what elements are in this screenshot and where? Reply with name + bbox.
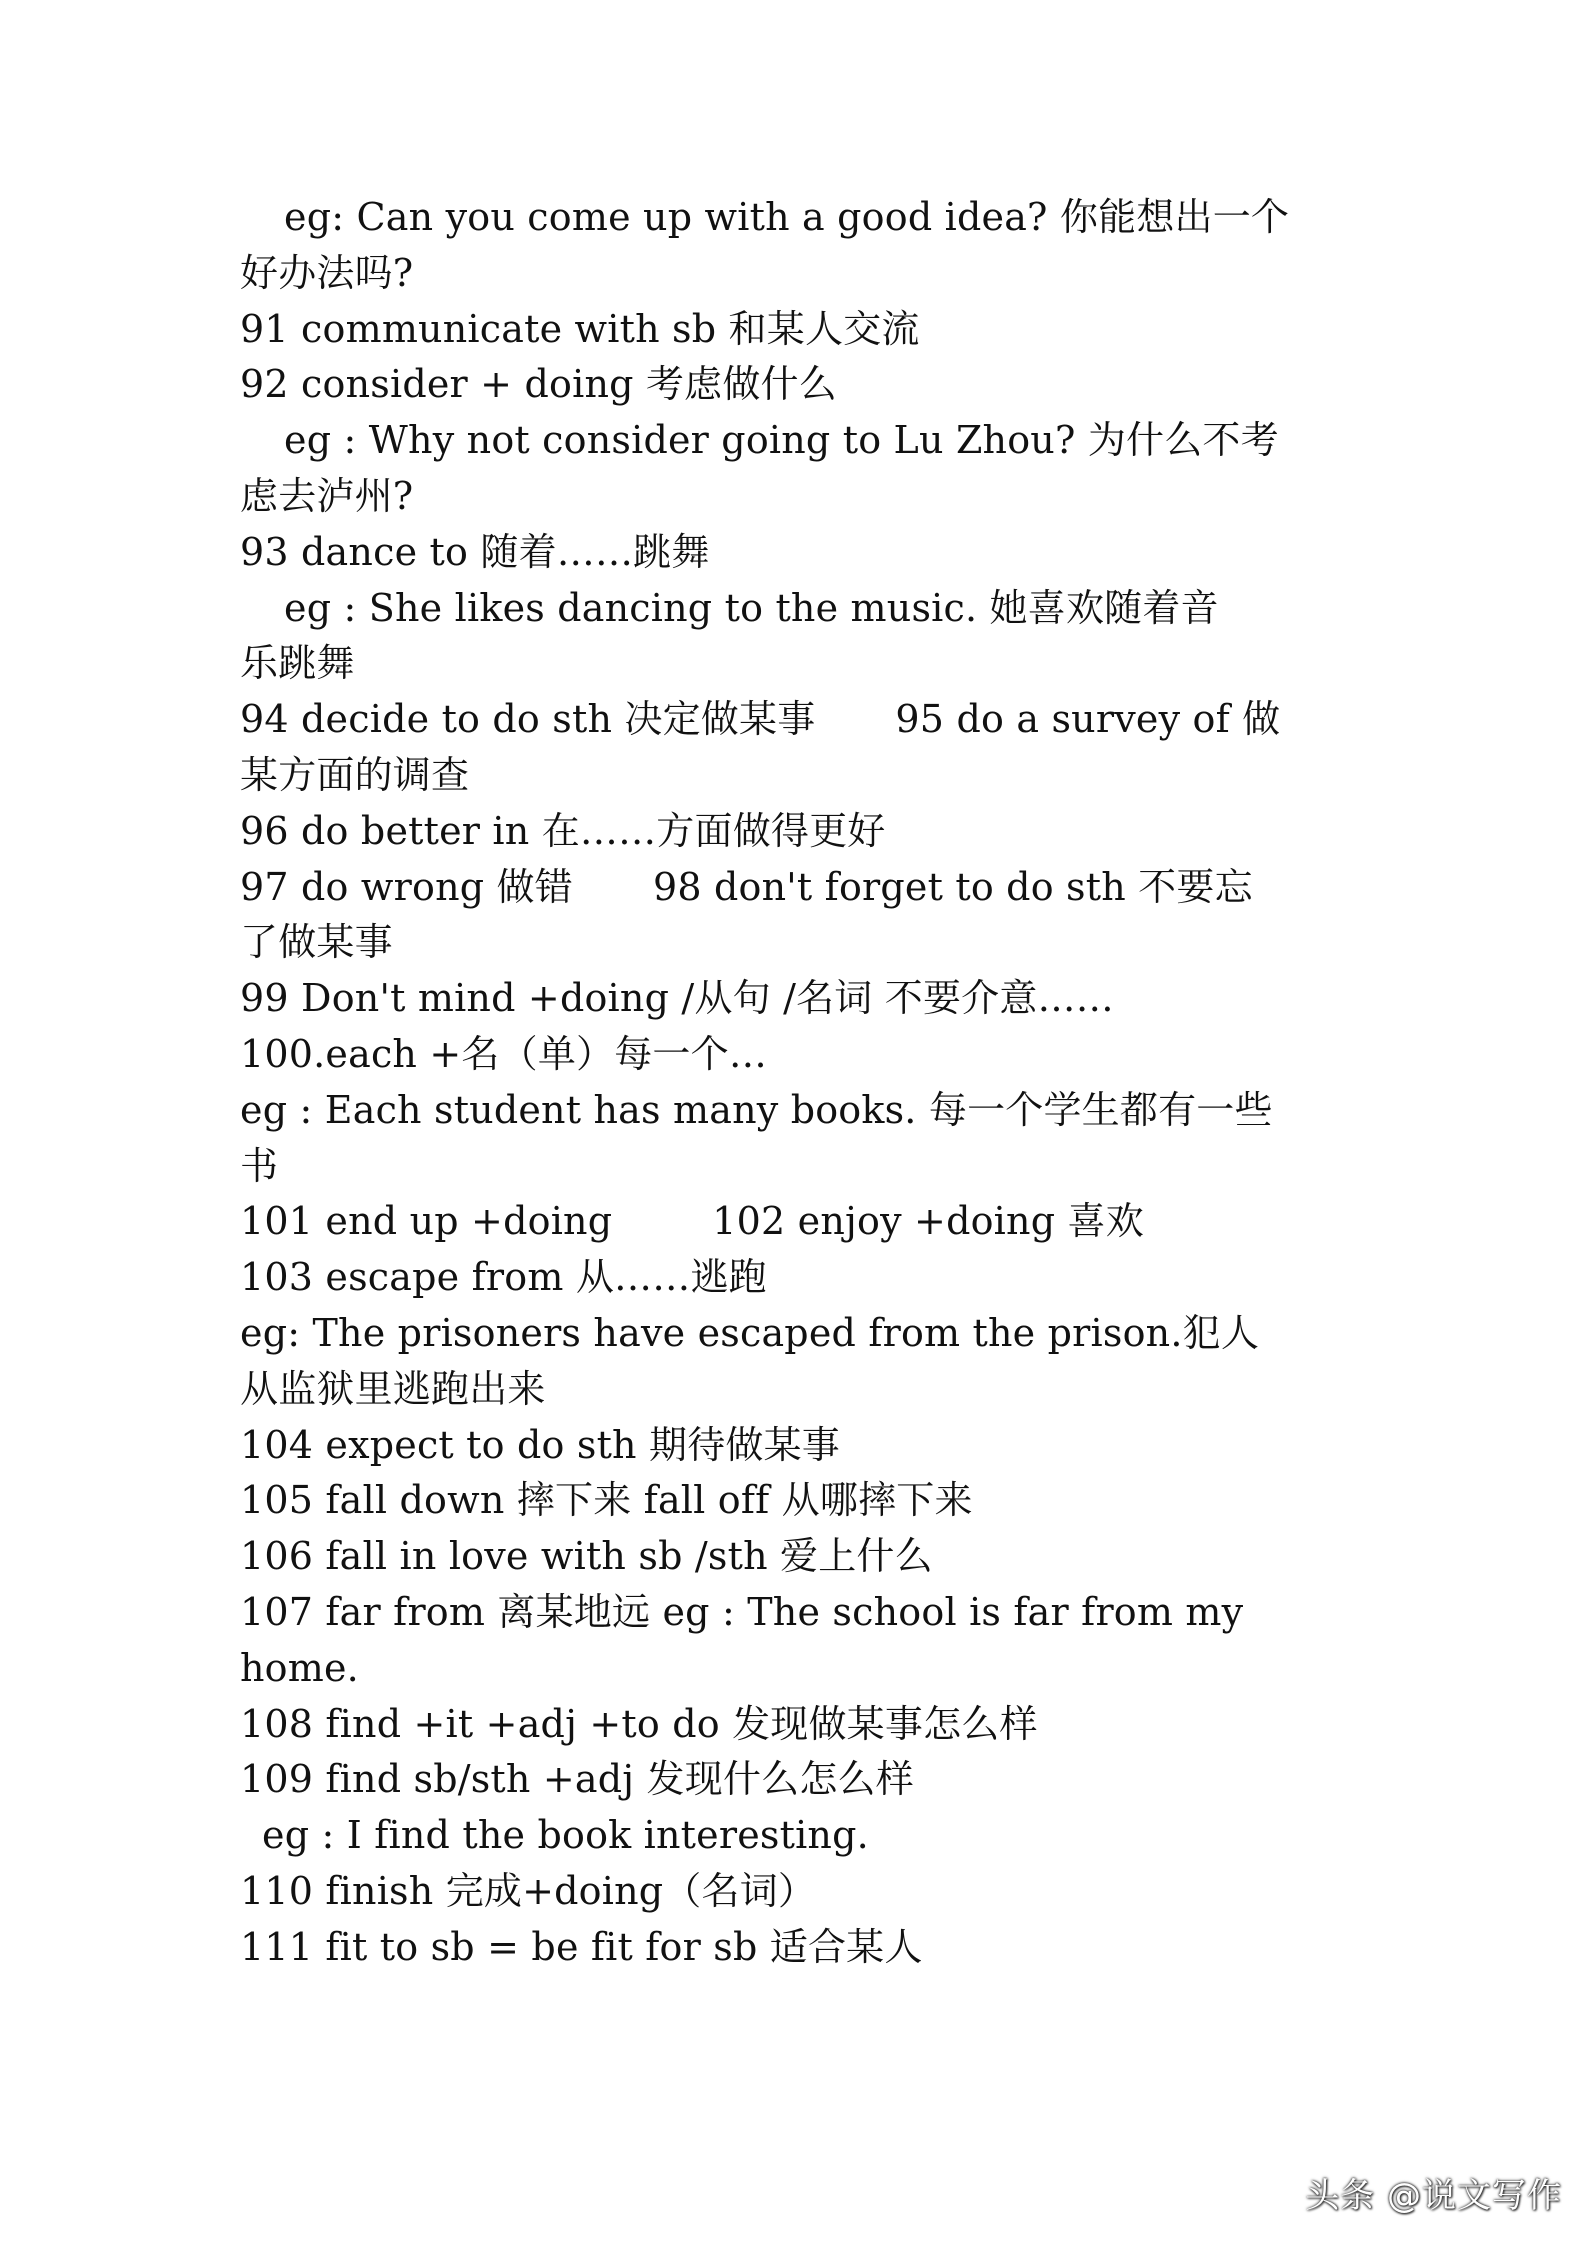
- text-line: 96 do better in 在……方面做得更好: [240, 808, 886, 853]
- text-line: 107 far from 离某地远 eg : The school is far from my: [240, 1589, 1244, 1634]
- text-line: 106 fall in love with sb /sth 爱上什么: [240, 1534, 933, 1579]
- text-line: 虑去泸州?: [240, 473, 414, 518]
- text-line: 105 fall down 摔下来 fall off 从哪摔下来: [240, 1478, 973, 1523]
- text-line: 好办法吗?: [240, 250, 414, 295]
- text-line: 乐跳舞: [240, 641, 355, 686]
- text-line: [240, 692, 1360, 748]
- text-line: 93 dance to 随着……跳舞: [240, 529, 710, 574]
- document-body: [240, 190, 1360, 1976]
- entry-95: 95 do a survey of 做: [895, 697, 1281, 742]
- text-line: eg : Each student has many books. 每一个学生都有一些: [240, 1087, 1273, 1132]
- text-line: 109 find sb/sth +adj 发现什么怎么样: [240, 1757, 914, 1802]
- text-line: 了做某事: [240, 920, 393, 965]
- text-line: 103 escape from 从……逃跑: [240, 1255, 767, 1300]
- entry-94: 94 decide to do sth 决定做某事: [240, 697, 816, 742]
- text-line: 从监狱里逃跑出来: [240, 1366, 546, 1411]
- text-line: 书: [240, 1143, 279, 1188]
- entry-101: 101 end up +doing: [240, 1199, 613, 1244]
- text-line: 110 finish 完成+doing（名词）: [240, 1868, 817, 1913]
- text-line: 99 Don't mind +doing /从句 /名词 不要介意……: [240, 976, 1114, 1021]
- entry-97: 97 do wrong 做错: [240, 864, 573, 909]
- text-line: home.: [240, 1645, 359, 1690]
- text-line: 91 communicate with sb 和某人交流: [240, 306, 920, 351]
- text-line: 92 consider + doing 考虑做什么: [240, 362, 837, 407]
- text-line: 104 expect to do sth 期待做某事: [240, 1422, 841, 1467]
- watermark: 头条 @说文写作: [1305, 2176, 1562, 2216]
- text-line: 100.each +名（单）每一个…: [240, 1031, 768, 1076]
- text-line: eg : She likes dancing to the music. 她喜欢随着音: [284, 585, 1219, 630]
- text-line: 108 find +it +adj +to do 发现做某事怎么样: [240, 1701, 1038, 1746]
- entry-102: 102 enjoy +doing 喜欢: [712, 1199, 1144, 1244]
- text-line: eg: Can you come up with a good idea? 你能想出一个: [284, 195, 1290, 239]
- text-line: 某方面的调查: [240, 752, 470, 797]
- entry-98: 98 don't forget to do sth 不要忘: [652, 864, 1253, 909]
- text-line: [240, 860, 1360, 916]
- text-line: eg: The prisoners have escaped from the prison.犯人: [240, 1310, 1260, 1355]
- text-line: 111 fit to sb = be fit for sb 适合某人: [240, 1924, 923, 1969]
- text-line: [240, 1194, 1360, 1250]
- text-line: eg : Why not consider going to Lu Zhou? 为什么不考: [284, 418, 1279, 463]
- text-line: eg : I find the book interesting.: [262, 1813, 869, 1858]
